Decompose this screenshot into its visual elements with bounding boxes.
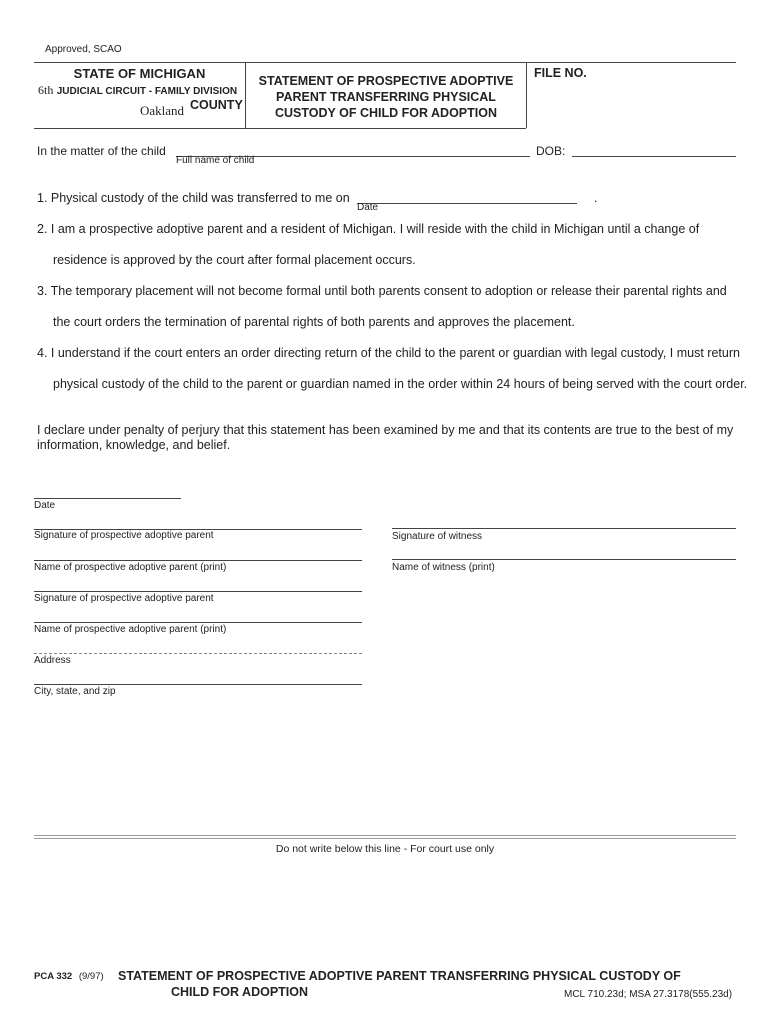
file-no-label: FILE NO. [534, 66, 587, 80]
form-title [248, 73, 524, 121]
parent1-name-label: Name of prospective adoptive parent (print) [34, 562, 227, 573]
form-number: PCA 332 [34, 971, 73, 982]
header-top-rule [34, 62, 736, 63]
item-1-period: . [594, 191, 598, 205]
parent1-signature-label: Signature of prospective adoptive parent [34, 530, 214, 541]
court-use-rule-2 [34, 838, 736, 839]
header-divider-left [245, 62, 246, 128]
county-label: COUNTY [190, 98, 243, 112]
court-use-rule-1 [34, 835, 736, 836]
witness-name-label: Name of witness (print) [392, 562, 495, 573]
item-2-line2: residence is approved by the court after formal placement occurs. [53, 253, 416, 267]
parent2-name-label: Name of prospective adoptive parent (print) [34, 624, 227, 635]
court-use-note: Do not write below this line - For court use only [275, 843, 495, 855]
footer-form-id [34, 971, 104, 982]
item-2-line1: 2. I am a prospective adoptive parent and a resident of Michigan. I will reside with the child in Michigan until a change of [37, 222, 700, 236]
transfer-date-sublabel: Date [357, 202, 379, 213]
item-4-line1: 4. I understand if the court enters an order directing return of the child to the parent or guardian with legal custody, I must return [37, 346, 740, 360]
circuit-line [38, 83, 237, 98]
child-name-sublabel: Full name of child [176, 155, 255, 166]
footer-statute: MCL 710.23d; MSA 27.3178(555.23d) [564, 989, 733, 1000]
date-label: Date [34, 500, 56, 511]
dob-field[interactable] [572, 156, 736, 157]
item-3-line2: the court orders the termination of parental rights of both parents and approves the placement. [53, 315, 575, 329]
date-field[interactable] [34, 498, 181, 499]
approval-note: Approved, SCAO [45, 44, 122, 55]
declaration-line1: I declare under penalty of perjury that this statement has been examined by me and that its contents are true to the best of my [37, 423, 734, 437]
declaration-line2: information, knowledge, and belief. [37, 438, 231, 452]
form-title-line3: CUSTODY OF CHILD FOR ADOPTION [275, 106, 497, 120]
form-title-line2: PARENT TRANSFERRING PHYSICAL [276, 90, 496, 104]
header-bottom-rule [34, 128, 526, 129]
parent1-name-field[interactable] [34, 560, 362, 561]
circuit-name: JUDICIAL CIRCUIT - FAMILY DIVISION [56, 86, 238, 97]
witness-signature-field[interactable] [392, 528, 736, 529]
item-1-text: 1. Physical custody of the child was transferred to me on [37, 191, 350, 205]
form-title-line1: STATEMENT OF PROSPECTIVE ADOPTIVE [258, 74, 514, 88]
circuit-number: 6th [38, 83, 54, 97]
item-3-line1: 3. The temporary placement will not become formal until both parents consent to adoption or release their parental rights and [37, 284, 727, 298]
matter-label: In the matter of the child [37, 144, 166, 158]
form-revision: (9/97) [78, 971, 104, 982]
footer-title-line2: CHILD FOR ADOPTION [171, 985, 309, 999]
header-divider-right [526, 62, 527, 128]
transfer-date-field[interactable] [357, 203, 577, 204]
parent2-name-field[interactable] [34, 622, 362, 623]
parent2-signature-field[interactable] [34, 591, 362, 592]
dob-label: DOB: [536, 144, 566, 158]
footer-title-line1: STATEMENT OF PROSPECTIVE ADOPTIVE PARENT TRANSFERRING PHYSICAL CUSTODY OF [118, 969, 681, 983]
city-state-zip-field[interactable] [34, 684, 362, 685]
parent2-signature-label: Signature of prospective adoptive parent [34, 593, 214, 604]
county-name: Oakland [140, 103, 185, 118]
address-label: Address [34, 655, 71, 666]
witness-name-field[interactable] [392, 559, 736, 560]
address-field[interactable] [34, 653, 362, 654]
state-name: STATE OF MICHIGAN [73, 66, 206, 81]
item-4-line2: physical custody of the child to the parent or guardian named in the order within 24 hours of being served with the court order. [53, 377, 748, 391]
witness-signature-label: Signature of witness [392, 531, 483, 542]
city-state-zip-label: City, state, and zip [34, 686, 116, 697]
